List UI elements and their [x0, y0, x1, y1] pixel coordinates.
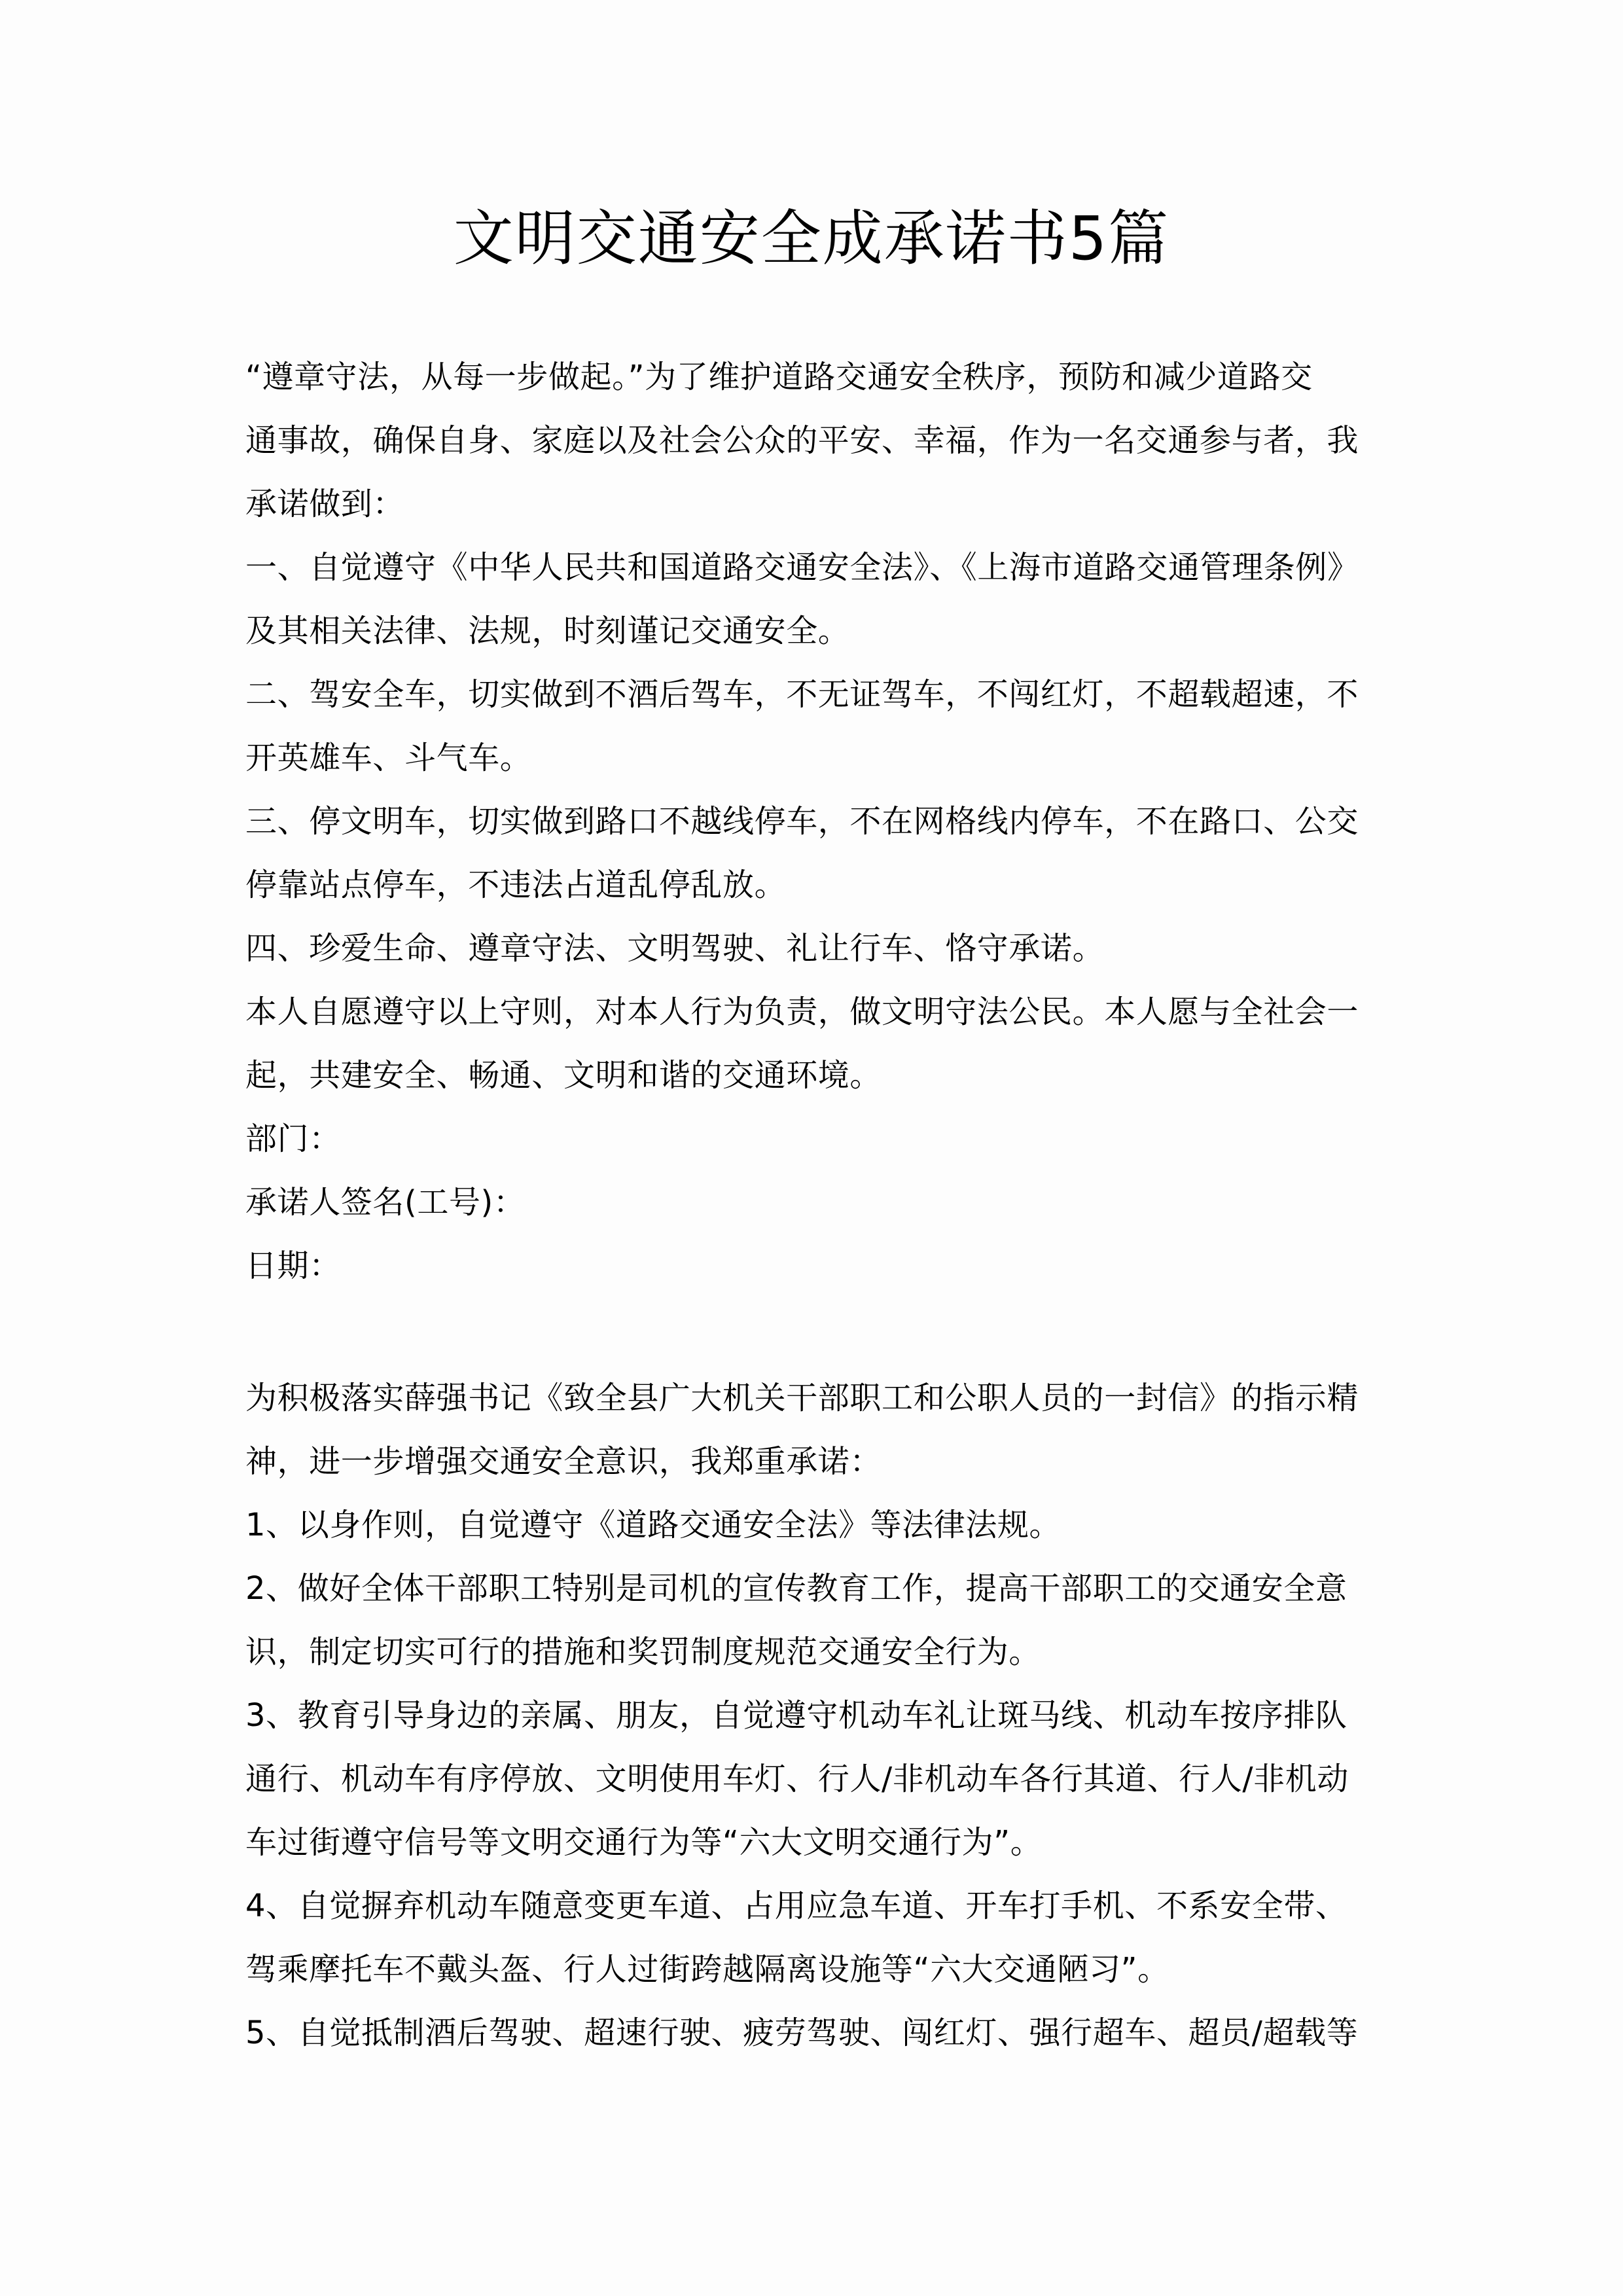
- pledge-section-1: [245, 346, 1384, 1298]
- pledge-item-2-line: 开英雄车、斗气车。: [245, 740, 532, 776]
- pledge-item-1-line: 及其相关法律、法规，时刻谨记交通安全。: [245, 613, 850, 649]
- pledge-item-3-line: 3、教育引导身边的亲属、朋友，自觉遵守机动车礼让斑马线、机动车按序排队: [245, 1697, 1347, 1734]
- pledge-item-2-line: 二、驾安全车，切实做到不酒后驾车，不无证驾车，不闯红灯，不超载超速，不: [245, 676, 1359, 713]
- document-title: 文明交通安全成承诺书5篇: [453, 204, 1170, 274]
- intro-paragraph-line: 神，进一步增强交通安全意识，我郑重承诺：: [245, 1443, 882, 1480]
- intro-paragraph-line: 为积极落实薛强书记《致全县广大机关干部职工和公职人员的一封信》的指示精: [245, 1380, 1359, 1416]
- intro-paragraph-line: 承诺做到：: [245, 486, 405, 522]
- pledge-item-5-line: 5、自觉抵制酒后驾驶、超速行驶、疲劳驾驶、闯红灯、强行超车、超员/超载等: [245, 2015, 1359, 2051]
- pledge-item-3-line: 车过街遵守信号等文明交通行为等“六大文明交通行为”。: [245, 1824, 1043, 1861]
- pledge-item-3-line: 三、停文明车，切实做到路口不越线停车，不在网格线内停车，不在路口、公交: [245, 803, 1359, 840]
- pledge-item-4-line: 四、珍爱生命、遵章守法、文明驾驶、礼让行车、恪守承诺。: [245, 930, 1105, 967]
- intro-paragraph-line: 通事故，确保自身、家庭以及社会公众的平安、幸福，作为一名交通参与者，我: [245, 422, 1359, 459]
- closing-statement-line: 本人自愿遵守以上守则，对本人行为负责，做文明守法公民。本人愿与全社会一: [245, 994, 1359, 1030]
- pledge-item-4-line: 驾乘摩托车不戴头盔、行人过街跨越隔离设施等“六大交通陋习”。: [245, 1951, 1169, 1988]
- signature-field-label: 承诺人签名(工号)：: [245, 1184, 526, 1221]
- pledge-item-4-line: 4、自觉摒弃机动车随意变更车道、占用应急车道、开车打手机、不系安全带、: [245, 1888, 1347, 1924]
- pledge-item-2-line: 2、做好全体干部职工特别是司机的宣传教育工作，提高干部职工的交通安全意: [245, 1570, 1347, 1607]
- pledge-item-3-line: 通行、机动车有序停放、文明使用车灯、行人/非机动车各行其道、行人/非机动: [245, 1761, 1349, 1797]
- pledge-item-1-line: 一、自觉遵守《中华人民共和国道路交通安全法》、《上海市道路交通管理条例》: [245, 549, 1359, 586]
- pledge-item-3-line: 停靠站点停车，不违法占道乱停乱放。: [245, 867, 787, 903]
- pledge-section-2: [245, 1367, 1384, 2065]
- pledge-item-2-line: 识，制定切实可行的措施和奖罚制度规范交通安全行为。: [245, 1634, 1041, 1670]
- date-field-label: 日期：: [245, 1247, 341, 1284]
- department-field-label: 部门：: [245, 1121, 341, 1157]
- closing-statement-line: 起，共建安全、畅通、文明和谐的交通环境。: [245, 1057, 882, 1094]
- pledge-item-1-line: 1、以身作则，自觉遵守《道路交通安全法》等法律法规。: [245, 1507, 1061, 1543]
- intro-paragraph-line: “遵章守法，从每一步做起。”为了维护道路交通安全秩序，预防和减少道路交: [245, 359, 1313, 395]
